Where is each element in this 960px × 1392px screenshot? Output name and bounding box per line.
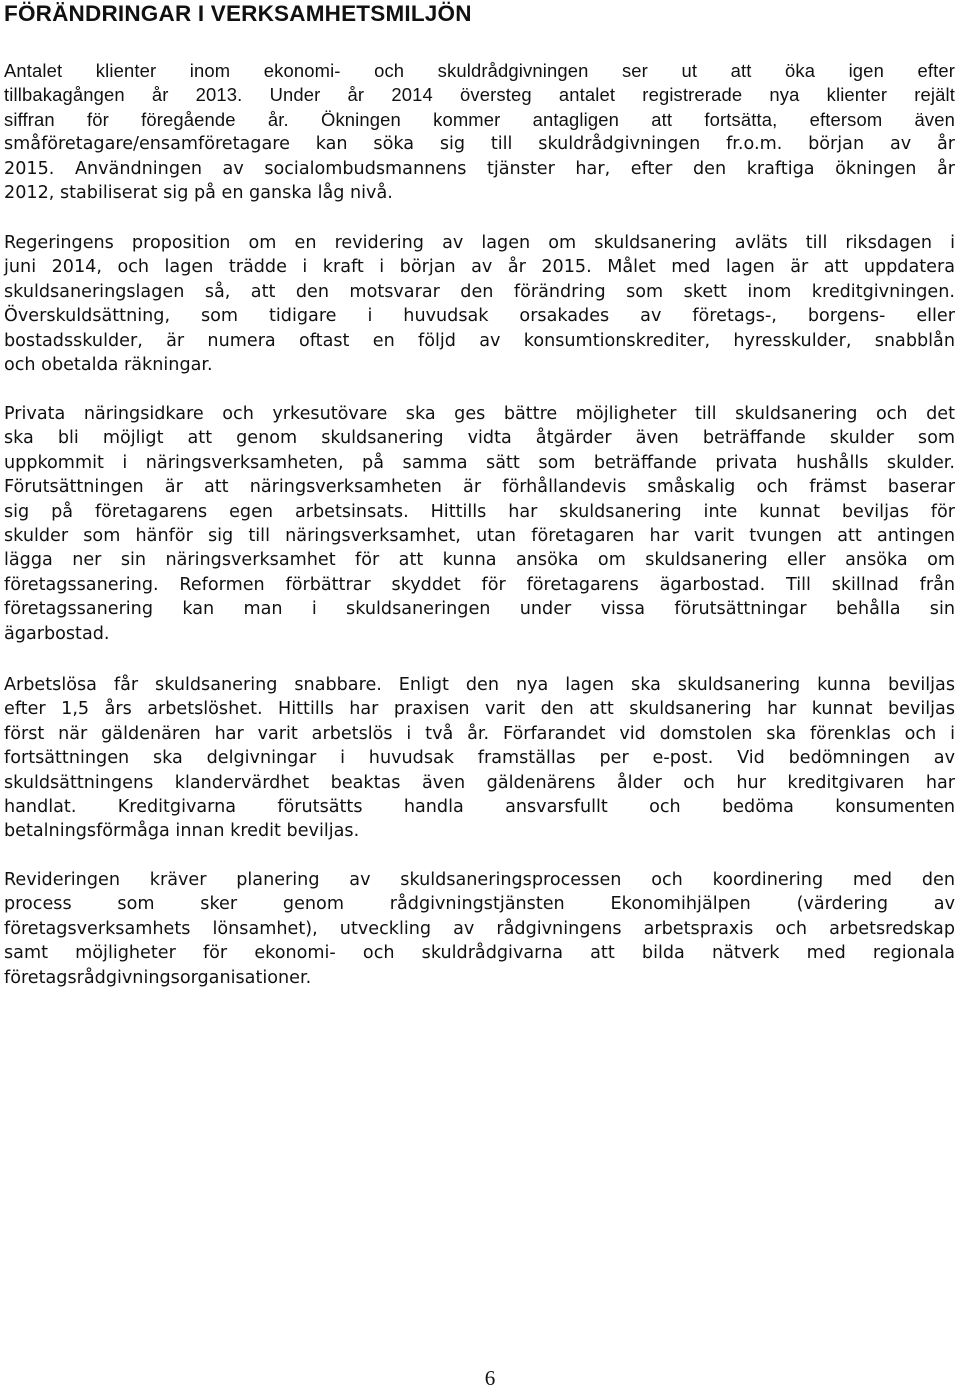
text-line: tillbakagången år 2013. Under år 2014 översteg antalet registrerade nya klienter rejält xyxy=(4,84,955,106)
text-line: skulder som hänför sig till näringsverksamhet, utan företagaren har varit tvungen att antingen xyxy=(4,526,955,547)
text-line: samt möjligheter för ekonomi- och skuldrådgivarna att bilda nätverk med regionala xyxy=(4,943,955,964)
paragraph-revision-planning xyxy=(4,868,955,990)
text-line: efter 1,5 års arbetslöshet. Hittills har praxisen varit den att skuldsanering har kunnat beviljas xyxy=(4,699,955,720)
text-line: bostadsskulder, är numera oftast en följd av konsumtionskrediter, hyresskulder, snabblån xyxy=(4,330,955,351)
text-line: ägarbostad. xyxy=(4,623,110,644)
paragraph-client-trends xyxy=(4,59,955,205)
text-line: företagsrådgivningsorganisationer. xyxy=(4,967,312,988)
text-line: Regeringens proposition om en revidering av lagen om skuldsanering avläts till riksdagen i xyxy=(4,233,955,253)
text-line: betalningsförmåga innan kredit beviljas. xyxy=(4,821,360,842)
text-line: företagssanering kan man i skuldsaneringen under vissa förutsättningar behålla sin xyxy=(4,599,955,620)
text-line: siffran för föregående år. Ökningen kommer antagligen att fortsätta, eftersom även xyxy=(4,108,955,130)
text-line: och obetalda räkningar. xyxy=(4,355,213,376)
text-line: skuldsaneringslagen så, att den motsvarar den förändring som skett inom kreditgivningen. xyxy=(4,281,955,302)
paragraph-unemployed xyxy=(4,673,955,844)
text-line: handlat. Kreditgivarna förutsätts handla ansvarsfullt och bedöma konsumenten xyxy=(4,797,955,818)
text-line: Revideringen kräver planering av skuldsaneringsprocessen och koordinering med den xyxy=(4,870,955,890)
text-line: sig på företagarens egen arbetsinsats. Hittills har skuldsanering inte kunnat beviljas för xyxy=(4,501,955,522)
text-line: Antalet klienter inom ekonomi- och skuldrådgivningen ser ut att öka igen efter xyxy=(4,60,955,81)
text-line: företagsverksamhets lönsamhet), utveckling av rådgivningens arbetspraxis och arbetsredskap xyxy=(4,918,955,939)
text-line: uppkommit i näringsverksamheten, på samma sätt som beträffande privata hushålls skulder. xyxy=(4,452,955,473)
text-line: småföretagare/ensamföretagare kan söka sig till skuldrådgivningen fr.o.m. början av år xyxy=(4,134,955,155)
text-line: Förutsättningen är att näringsverksamheten är förhållandevis småskalig och främst baserar xyxy=(4,477,955,498)
paragraph-entrepreneurs xyxy=(4,402,955,646)
text-line: ska bli möjligt att genom skuldsanering vidta åtgärder även beträffande skulder som xyxy=(4,428,955,449)
text-line: 2015. Användningen av socialombudsmannens tjänster har, efter den kraftiga ökningen år xyxy=(4,158,955,179)
text-line: Arbetslösa får skuldsanering snabbare. Enligt den nya lagen ska skuldsanering kunna beviljas xyxy=(4,675,955,695)
text-line: Privata näringsidkare och yrkesutövare ska ges bättre möjligheter till skuldsanering och det xyxy=(4,404,955,424)
text-line: först när gäldenären har varit arbetslös i två år. Förfarandet vid domstolen ska förenklas och i xyxy=(4,723,955,744)
page-number: 6 xyxy=(484,1366,496,1390)
paragraph-government-proposal xyxy=(4,231,955,377)
text-line: företagssanering. Reformen förbättrar skyddet för företagarens ägarbostad. Till skillnad från xyxy=(4,574,955,595)
text-line: process som sker genom rådgivningstjänsten Ekonomihjälpen (värdering av xyxy=(4,894,955,915)
text-line: Överskuldsättning, som tidigare i huvudsak orsakades av företags-, borgens- eller xyxy=(4,306,955,327)
text-line: lägga ner sin näringsverksamhet för att kunna ansöka om skuldsanering eller ansöka om xyxy=(4,550,955,571)
text-line: 2012, stabiliserat sig på en ganska låg nivå. xyxy=(4,183,393,204)
page-title: FÖRÄNDRINGAR I VERKSAMHETSMILJÖN xyxy=(4,1,472,26)
text-line: skuldsättningens klandervärdhet beaktas även gäldenärens ålder och hur kreditgivaren har xyxy=(4,772,955,793)
text-line: juni 2014, och lagen trädde i kraft i början av år 2015. Målet med lagen är att uppdatera xyxy=(4,257,955,278)
text-line: fortsättningen ska delgivningar i huvudsak framställas per e-post. Vid bedömningen av xyxy=(4,748,955,769)
